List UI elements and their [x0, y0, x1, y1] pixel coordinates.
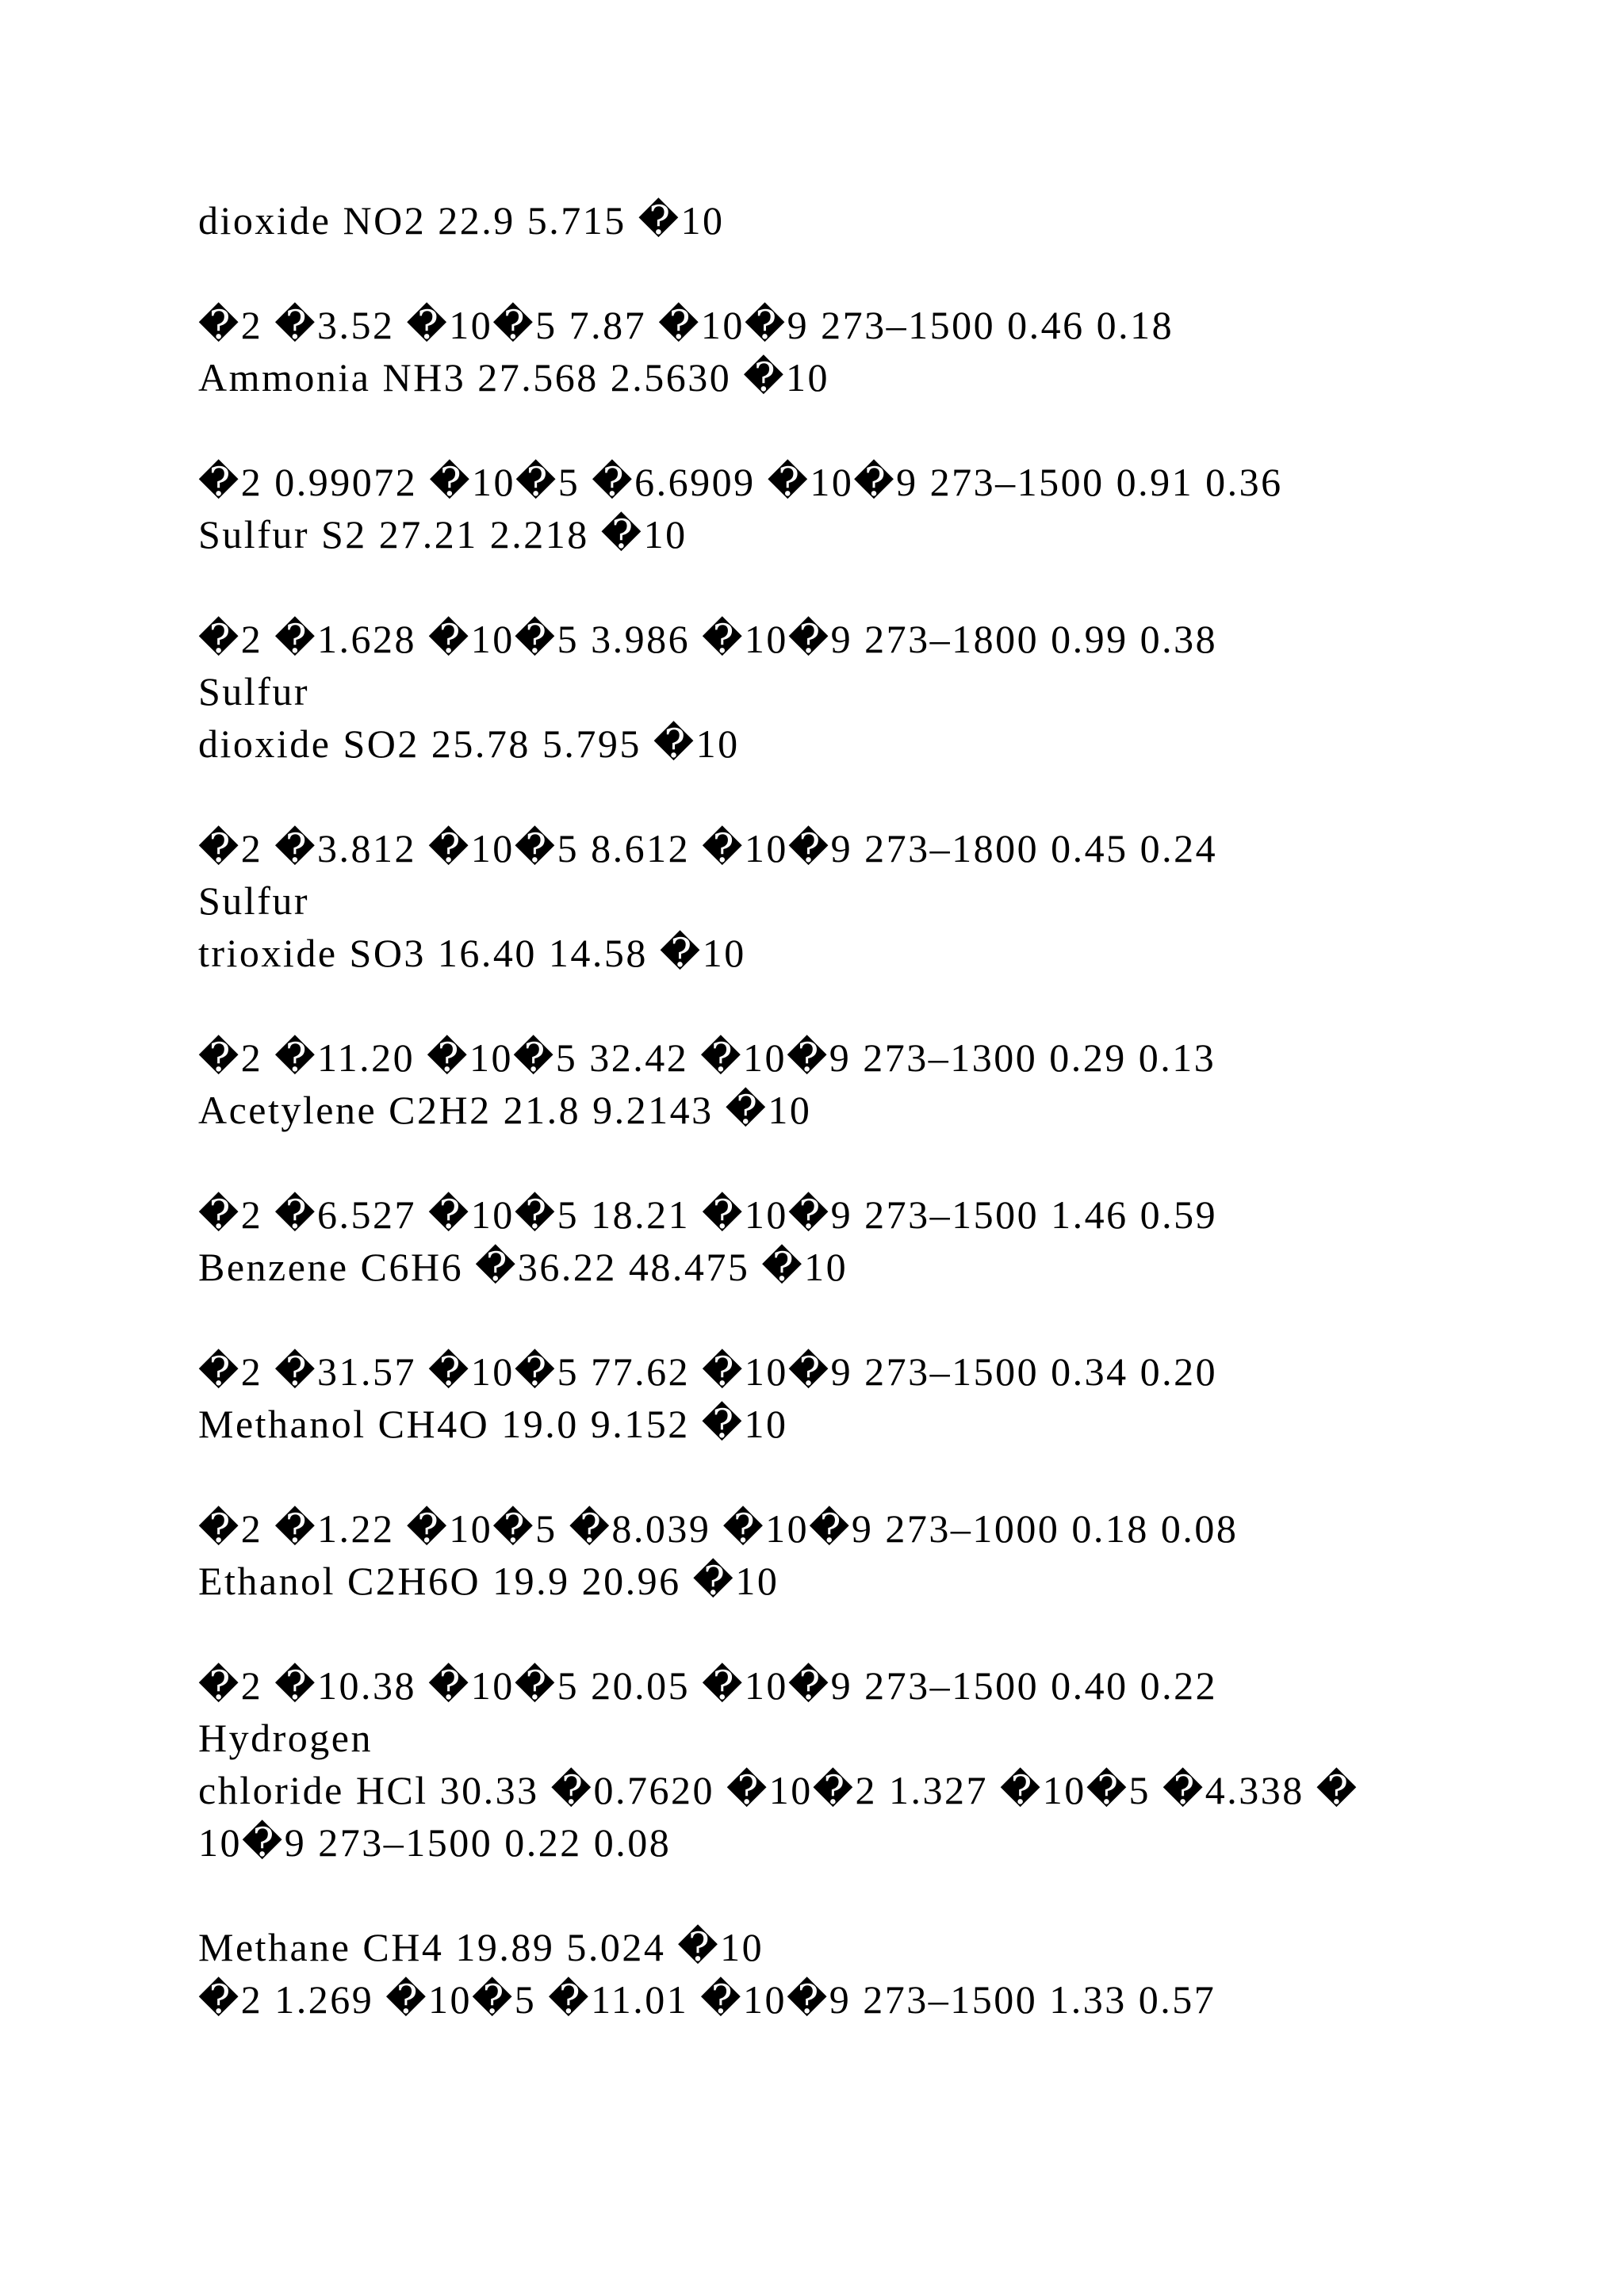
text-line: Acetylene C2H2 21.8 9.2143 �10: [198, 1088, 812, 1132]
blank-line: [198, 561, 1546, 613]
text-line: Methane CH4 19.89 5.024 �10: [198, 1925, 764, 1969]
text-line: �2 �31.57 �10�5 77.62 �10�9 273–1500 0.34 0.20: [198, 1349, 1218, 1394]
text-line: Sulfur: [198, 669, 309, 714]
text-line: Benzene C6H6 �36.22 48.475 �10: [198, 1245, 848, 1289]
text-line: �2 0.99072 �10�5 �6.6909 �10�9 273–1500 0.91 0.36: [198, 460, 1283, 504]
text-line: �2 �3.812 �10�5 8.612 �10�9 273–1800 0.45 0.24: [198, 826, 1218, 871]
text-line: Sulfur: [198, 878, 309, 923]
document-page: [198, 194, 1546, 2026]
text-line: �2 �6.527 �10�5 18.21 �10�9 273–1500 1.46 0.59: [198, 1192, 1218, 1237]
text-line: chloride HCl 30.33 �0.7620 �10�2 1.327 �10�5 �4.338 �: [198, 1768, 1359, 1812]
text-line: Ammonia NH3 27.568 2.5630 �10: [198, 355, 829, 400]
text-line: Ethanol C2H6O 19.9 20.96 �10: [198, 1559, 779, 1603]
text-line: trioxide SO3 16.40 14.58 �10: [198, 931, 746, 975]
blank-line: [198, 1450, 1546, 1502]
text-line: Sulfur S2 27.21 2.218 �10: [198, 512, 688, 557]
blank-line: [198, 979, 1546, 1031]
blank-line: [198, 1293, 1546, 1345]
blank-line: [198, 247, 1546, 299]
blank-line: [198, 1869, 1546, 1921]
text-line: �2 �10.38 �10�5 20.05 �10�9 273–1500 0.40 0.22: [198, 1663, 1218, 1708]
text-line: Hydrogen: [198, 1716, 373, 1760]
blank-line: [198, 404, 1546, 456]
text-line: dioxide SO2 25.78 5.795 �10: [198, 721, 740, 766]
text-line: 10�9 273–1500 0.22 0.08: [198, 1820, 672, 1865]
text-line: �2 �1.22 �10�5 �8.039 �10�9 273–1000 0.18 0.08: [198, 1506, 1239, 1551]
blank-line: [198, 1607, 1546, 1659]
text-line: �2 1.269 �10�5 �11.01 �10�9 273–1500 1.33 0.57: [198, 1977, 1216, 2022]
text-line: �2 �1.628 �10�5 3.986 �10�9 273–1800 0.99 0.38: [198, 617, 1218, 661]
text-line: dioxide NO2 22.9 5.715 �10: [198, 198, 725, 243]
text-line: Methanol CH4O 19.0 9.152 �10: [198, 1402, 788, 1446]
text-line: �2 �3.52 �10�5 7.87 �10�9 273–1500 0.46 0.18: [198, 303, 1174, 347]
blank-line: [198, 1136, 1546, 1188]
blank-line: [198, 770, 1546, 822]
text-line: �2 �11.20 �10�5 32.42 �10�9 273–1300 0.29 0.13: [198, 1035, 1216, 1080]
